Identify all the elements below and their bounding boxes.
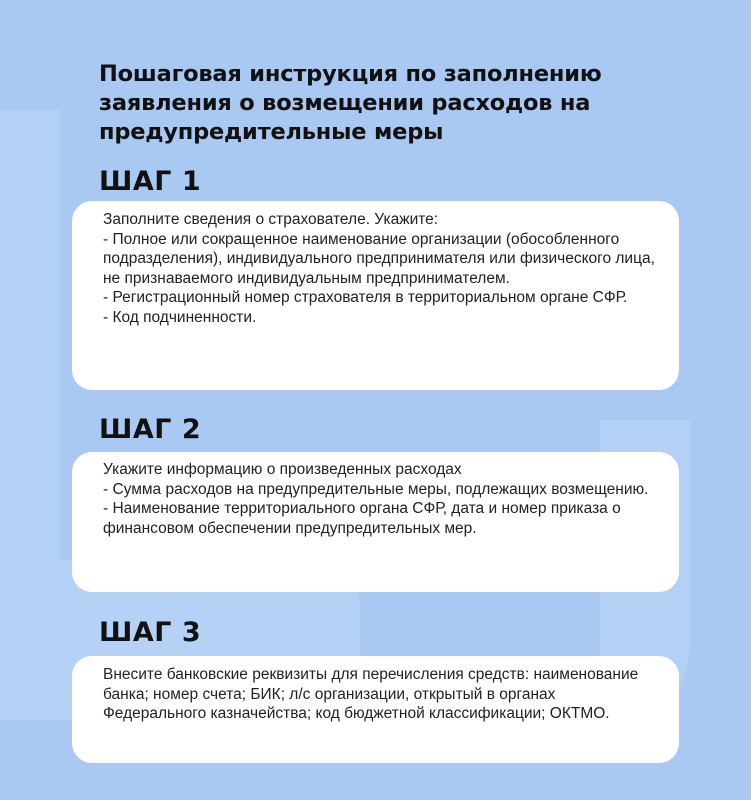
- page-title: Пошаговая инструкция по заполнению заявления о возмещении расходов на предупредительные меры: [99, 61, 602, 145]
- step-3-text: Внесите банковские реквизиты для перечисления средств: наименование банка; номер счета; БИК; л/с организации, открытый в органах Федерального казначейства; код бюджетной классификации; ОКТМО.: [103, 666, 639, 722]
- step-2-text: Укажите информацию о произведенных расходах - Сумма расходов на предупредительные меры, подлежащих возмещению. - Наименование территориального органа СФР, дата и номер приказа о финансовом обеспечении предупредительных мер.: [103, 461, 649, 537]
- step-1-heading: ШАГ 1: [99, 166, 202, 197]
- step-2-heading: ШАГ 2: [99, 414, 202, 445]
- step-1-text: Заполните сведения о страхователе. Укажите: - Полное или сокращенное наименование организации (обособленного подразделения), индивидуального предпринимателя или физического лица, не признаваемого индивидуальным предпринимателем. - Регистрационный номер страхователя в территориальном органе СФР. - Код подчиненности.: [103, 211, 655, 326]
- step-3-heading: ШАГ 3: [99, 617, 202, 648]
- step-2-card: [72, 452, 679, 592]
- step-1-card: [72, 201, 679, 390]
- step-3-card: [72, 656, 679, 763]
